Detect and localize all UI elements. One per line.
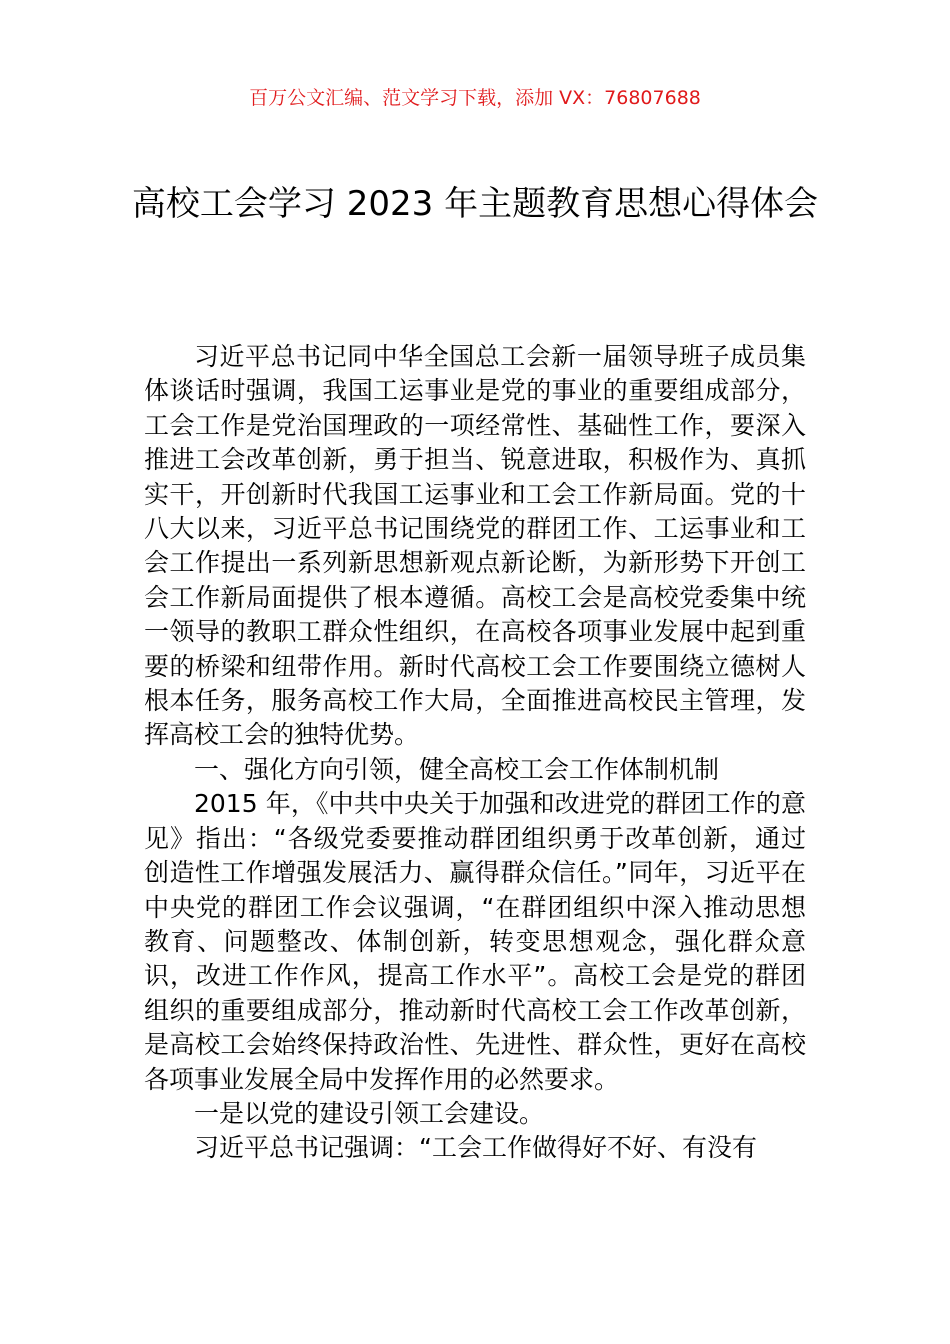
subheading-party-building: 一是以党的建设引领工会建设。 [194, 1098, 545, 1128]
paragraph-intro: 习近平总书记同中华全国总工会新一届领导班子成员集体谈话时强调，我国工运事业是党的事业的重要组成部分，工会工作是党治国理政的一项经常性、基础性工作，要深入推进工会改革创新，勇于担当、锐意进取，积极作为、真抓实干，开创新时代我国工运事业和工会工作新局面。党的十八大以来，习近平总书记围绕党的群团工作、工运事业和工会工作提出一系列新思想新观点新论断，为新形势下开创工会工作新局面提供了根本遵循。高校工会是高校党委集中统一领导的教职工群众性组织，在高校各项事业发展中起到重要的桥梁和纽带作用。新时代高校工会工作要围绕立德树人根本任务，服务高校工作大局，全面推进高校民主管理，发挥高校工会的独特优势。 [144, 342, 806, 750]
paragraph-quote-start: 习近平总书记强调：“工会工作做得好不好、有没有 [194, 1133, 757, 1163]
document-body [144, 340, 806, 1166]
section-heading-1: 一、强化方向引领，健全高校工会工作体制机制 [194, 754, 720, 784]
watermark-text: 百万公文汇编、范文学习下载，添加 VX：76807688 [249, 87, 701, 109]
document-title: 高校工会学习 2023 年主题教育思想心得体会 [131, 184, 819, 224]
paragraph-2015: 2015 年，《中共中央关于加强和改进党的群团工作的意见》指出：“各级党委要推动群团组织勇于改革创新，通过创造性工作增强发展活力、赢得群众信任。”同年，习近平在中央党的群团工作会议强调，“在群团组织中深入推动思想教育、问题整改、体制创新，转变思想观念，强化群众意识，改进工作作风，提高工作水平”。高校工会是党的群团组织的重要组成部分，推动新时代高校工会工作改革创新，是高校工会始终保持政治性、先进性、群众性，更好在高校各项事业发展全局中发挥作用的必然要求。 [144, 789, 806, 1094]
